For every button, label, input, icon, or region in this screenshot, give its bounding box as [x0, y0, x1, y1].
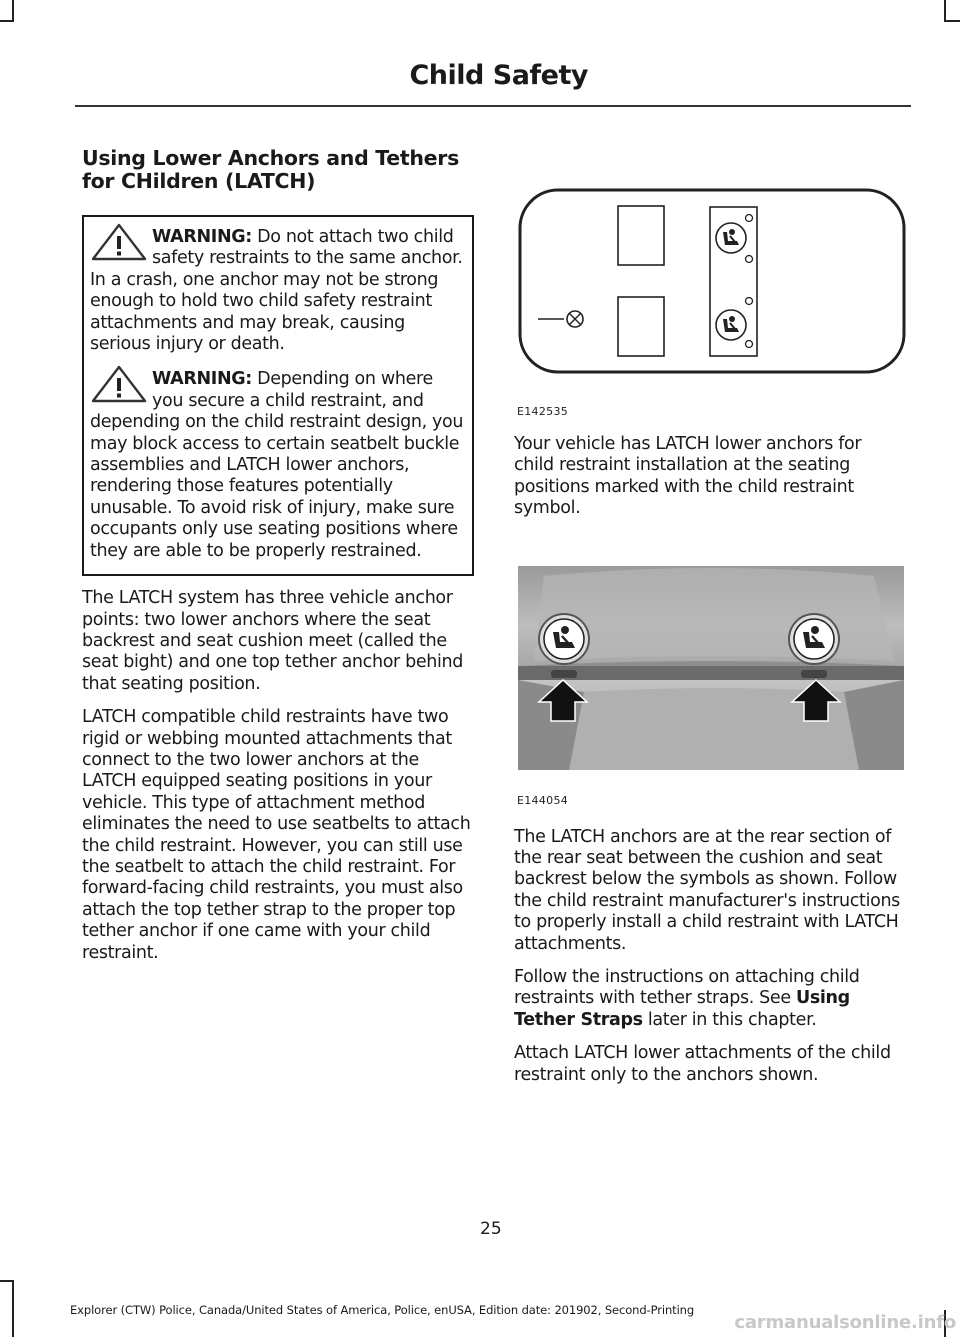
crop-mark-bottom-left-h [0, 1280, 14, 1282]
page-number: 25 [480, 1219, 502, 1239]
crop-mark-top-left-v [12, 0, 14, 22]
warning-triangle-icon [90, 223, 148, 263]
front-seat-left [618, 297, 664, 356]
figure-id: E142535 [517, 405, 569, 418]
crop-mark-top-left-h [0, 20, 14, 22]
warning-1 [90, 227, 466, 355]
paragraph-latch-system: The LATCH system has three vehicle anchor points: two lower anchors where the seat backrest and seat cushion meet (called the seat bight) and one top tether anchor behind that seating position. [82, 588, 464, 694]
paragraph-latch-compatible: LATCH compatible child restraints have two rigid or webbing mounted attachments that connect to the two lower anchors at the LATCH equipped seating positions in your vehicle. This type of attachment method eliminates the need to use seatbelts to attach the child restraint. However, you can still use the seatbelt to attach the child restraint. For forward-facing child restraints, you must also attach the top tether strap to the proper top tether anchor if one came with your child restraint. [82, 707, 471, 963]
child-seat-symbol-icon [789, 614, 839, 664]
warning-label: WARNING: [152, 369, 252, 390]
child-seat-symbol-icon [539, 614, 589, 664]
warning-text: Depending on where you secure a child restraint, and depending on the child restraint design, you may block access to certain seatbelt buckle assemblies and LATCH lower anchors, rendering those features potentially unusable. To avoid risk of injury, make sure occupants only use seating positions where they are able to be properly restrained. [90, 369, 464, 561]
page-title: Child Safety [409, 60, 588, 91]
front-seat-right [618, 206, 664, 265]
seating-layout-diagram [514, 187, 906, 375]
watermark: carmanualsonline.info [734, 1312, 956, 1333]
rear-seat-photo [514, 566, 906, 772]
text-before-link: Follow the instructions on attaching child restraints with tether straps. See [514, 967, 860, 1009]
text-after-link: later in this chapter. [642, 1009, 817, 1030]
paragraph-latch-anchors-intro: Your vehicle has LATCH lower anchors for child restraint installation at the seating positions marked with the child restraint symbol. [514, 434, 862, 519]
paragraph-latch-location: The LATCH anchors are at the rear section of the rear seat between the cushion and seat backrest below the symbols as shown. Follow the child restraint manufacturer's instructions to properly install a child restraint with LATCH attachments. [514, 826, 900, 954]
warning-text: Do not attach two child safety restraints to the same anchor. In a crash, one anchor may not be strong enough to hold two child safety restraint attachments and may break, causing serious injury or death. [90, 227, 463, 355]
footer-edition: Explorer (CTW) Police, Canada/United States of America, Police, enUSA, Edition date: 201902, Second-Printing [70, 1303, 695, 1317]
warning-box [82, 215, 474, 576]
child-seat-symbol-icon [716, 310, 746, 340]
child-seat-symbol-icon [716, 223, 746, 253]
crop-mark-top-right-v [944, 0, 946, 22]
paragraph-tether-reference [514, 967, 906, 1031]
figure-id: E144054 [517, 793, 569, 807]
crop-mark-top-right-h [944, 20, 960, 22]
paragraph-attach-latch: Attach LATCH lower attachments of the child restraint only to the anchors shown. [514, 1043, 891, 1085]
crop-mark-bottom-left-v [12, 1280, 14, 1337]
section-heading: Using Lower Anchors and Tethers for CHildren (LATCH) [82, 146, 459, 193]
warning-label: WARNING: [152, 227, 252, 247]
seat-photo-figure [514, 566, 906, 807]
warning-2 [90, 369, 466, 562]
left-column [82, 142, 474, 964]
right-column [514, 187, 906, 1086]
seating-diagram-figure [514, 187, 906, 418]
warning-triangle-icon [90, 365, 148, 405]
cross-reference-link[interactable]: Using Tether Straps [514, 988, 850, 1030]
header-divider [75, 105, 911, 107]
